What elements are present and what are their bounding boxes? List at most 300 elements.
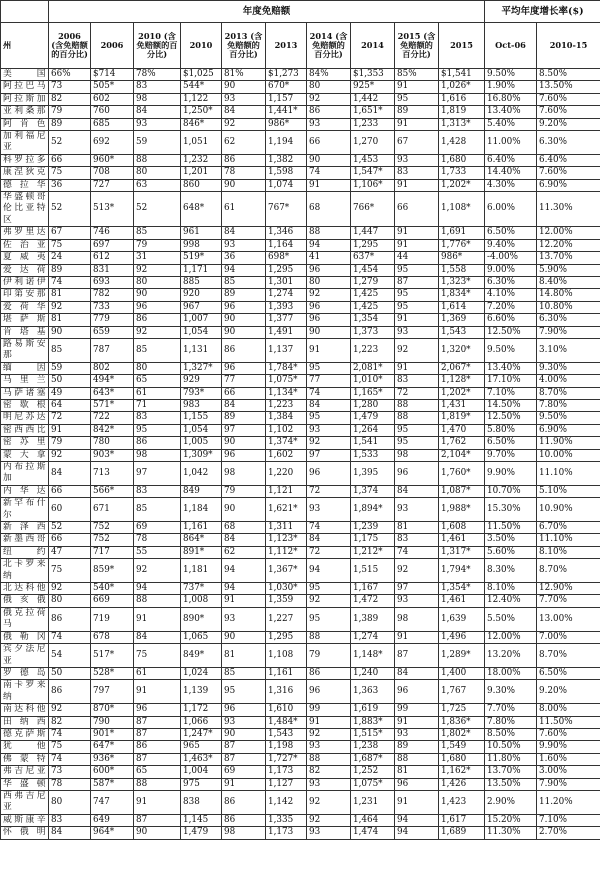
- value-cell: 88: [307, 227, 351, 239]
- value-cell: 1,223: [266, 399, 307, 411]
- value-cell: 83: [395, 375, 439, 387]
- value-cell: 6.30%: [537, 314, 600, 326]
- value-cell: 6.30%: [485, 276, 537, 288]
- value-cell: 83: [134, 412, 181, 424]
- value-cell: 95: [134, 424, 181, 436]
- value-cell: 77: [222, 375, 266, 387]
- value-cell: 1,558: [439, 264, 485, 276]
- value-cell: 3.50%: [485, 534, 537, 546]
- value-cell: 925*: [351, 81, 395, 93]
- value-cell: 80: [134, 167, 181, 179]
- value-cell: 7.60%: [537, 93, 600, 105]
- state-cell: 爱荷华: [1, 301, 49, 313]
- value-cell: 8.50%: [537, 69, 600, 81]
- state-cell: 美国: [1, 69, 49, 81]
- value-cell: 84: [134, 106, 181, 118]
- value-cell: 84: [307, 399, 351, 411]
- value-cell: 94: [307, 559, 351, 583]
- value-cell: 779: [91, 314, 134, 326]
- value-cell: 96: [222, 362, 266, 374]
- value-cell: 752: [91, 534, 134, 546]
- state-cell: 明尼苏达: [1, 412, 49, 424]
- state-cell: 南达科他: [1, 704, 49, 716]
- value-cell: 519*: [181, 252, 222, 264]
- value-cell: 1,894*: [351, 498, 395, 522]
- value-cell: 1,335: [266, 814, 307, 826]
- value-cell: 831: [91, 264, 134, 276]
- value-cell: 998: [181, 239, 222, 251]
- value-cell: 13.00%: [537, 607, 600, 631]
- value-cell: 17.10%: [485, 375, 537, 387]
- col-2006: 2006: [91, 23, 134, 69]
- state-cell: 佐治亚: [1, 239, 49, 251]
- value-cell: 90: [222, 498, 266, 522]
- table-row: [1, 326, 600, 338]
- value-cell: 91: [395, 118, 439, 130]
- value-cell: 41: [307, 252, 351, 264]
- value-cell: 737*: [181, 583, 222, 595]
- value-cell: 92: [49, 704, 91, 716]
- value-cell: 9.90%: [485, 462, 537, 486]
- value-cell: 1,454: [351, 264, 395, 276]
- value-cell: 1,393: [266, 301, 307, 313]
- value-cell: 1,198: [266, 741, 307, 753]
- table-row: [1, 790, 600, 814]
- value-cell: 1,479: [181, 827, 222, 839]
- value-cell: 1,369: [439, 314, 485, 326]
- value-cell: 86: [307, 667, 351, 679]
- value-cell: 82: [49, 716, 91, 728]
- value-cell: 1,167: [351, 583, 395, 595]
- value-cell: 78: [49, 778, 91, 790]
- value-cell: 1,157: [266, 93, 307, 105]
- value-cell: 9.50%: [537, 412, 600, 424]
- value-cell: 10.00%: [537, 449, 600, 461]
- value-cell: 719: [91, 607, 134, 631]
- value-cell: 86: [222, 154, 266, 166]
- col-2014-pct: 2014 (含免赔额的百分比): [307, 23, 351, 69]
- value-cell: 1,270: [351, 131, 395, 155]
- value-cell: 1,461: [439, 534, 485, 546]
- value-cell: 91: [395, 716, 439, 728]
- table-row: [1, 704, 600, 716]
- value-cell: 88: [307, 753, 351, 765]
- value-cell: 602: [91, 93, 134, 105]
- value-cell: 1,374: [351, 485, 395, 497]
- value-cell: 8.10%: [485, 583, 537, 595]
- value-cell: 802: [91, 362, 134, 374]
- value-cell: 88: [395, 412, 439, 424]
- value-cell: 85: [134, 338, 181, 362]
- value-cell: 1,280: [351, 399, 395, 411]
- value-cell: 692: [91, 131, 134, 155]
- value-cell: 8.40%: [537, 276, 600, 288]
- col-2014: 2014: [351, 23, 395, 69]
- value-cell: 1,602: [266, 449, 307, 461]
- value-cell: 54: [49, 644, 91, 668]
- value-cell: 72: [307, 546, 351, 558]
- value-cell: 84: [49, 827, 91, 839]
- value-cell: 96: [307, 314, 351, 326]
- value-cell: 1,760*: [439, 462, 485, 486]
- value-cell: 88: [134, 154, 181, 166]
- value-cell: 80: [307, 81, 351, 93]
- value-cell: 24: [49, 252, 91, 264]
- value-cell: 571*: [91, 399, 134, 411]
- value-cell: 95: [307, 412, 351, 424]
- value-cell: 91: [134, 607, 181, 631]
- value-cell: 66: [49, 485, 91, 497]
- col-2010: 2010: [181, 23, 222, 69]
- table-row: [1, 387, 600, 399]
- value-cell: 89: [49, 264, 91, 276]
- value-cell: 1,075*: [351, 778, 395, 790]
- state-cell: 新罕布什尔: [1, 498, 49, 522]
- table-row: [1, 412, 600, 424]
- value-cell: 52: [49, 131, 91, 155]
- value-cell: 1,010*: [351, 375, 395, 387]
- col-2013-pct: 2013 (含免赔额的百分比): [222, 23, 266, 69]
- value-cell: 1,274: [351, 631, 395, 643]
- table-row: [1, 498, 600, 522]
- value-cell: 1,767: [439, 680, 485, 704]
- value-cell: 1,359: [266, 595, 307, 607]
- value-cell: 6.90%: [537, 179, 600, 191]
- value-cell: 94: [222, 264, 266, 276]
- state-cell: 印第安那: [1, 289, 49, 301]
- value-cell: 74: [307, 167, 351, 179]
- value-cell: 88: [134, 595, 181, 607]
- value-cell: 1,687*: [351, 753, 395, 765]
- value-cell: 11.90%: [537, 437, 600, 449]
- value-cell: 49: [49, 387, 91, 399]
- value-cell: 86: [134, 741, 181, 753]
- value-cell: 93: [222, 239, 266, 251]
- value-cell: 91: [395, 790, 439, 814]
- value-cell: 85: [49, 338, 91, 362]
- value-cell: 746: [91, 227, 134, 239]
- table-row: [1, 154, 600, 166]
- value-cell: 1,252: [351, 766, 395, 778]
- value-cell: 9.90%: [537, 741, 600, 753]
- value-cell: 90: [222, 179, 266, 191]
- value-cell: 50: [49, 667, 91, 679]
- value-cell: 1,621*: [266, 498, 307, 522]
- value-cell: 1,106*: [351, 179, 395, 191]
- value-cell: 1,549: [439, 741, 485, 753]
- value-cell: 84: [134, 631, 181, 643]
- value-cell: 79: [307, 644, 351, 668]
- value-cell: 1,175: [351, 534, 395, 546]
- value-cell: 77: [307, 375, 351, 387]
- value-cell: 97: [222, 424, 266, 436]
- state-cell: 南卡罗来纳: [1, 680, 49, 704]
- value-cell: 75: [49, 239, 91, 251]
- value-cell: 1,543: [439, 326, 485, 338]
- value-cell: 5.80%: [485, 424, 537, 436]
- value-cell: 1,533: [351, 449, 395, 461]
- value-cell: 1,382: [266, 154, 307, 166]
- value-cell: 1,598: [266, 167, 307, 179]
- value-cell: 91: [307, 179, 351, 191]
- table-row: [1, 753, 600, 765]
- value-cell: 90: [222, 728, 266, 740]
- value-cell: 66%: [49, 69, 91, 81]
- value-cell: 540*: [91, 583, 134, 595]
- value-cell: 1,327*: [181, 362, 222, 374]
- value-cell: 83: [395, 534, 439, 546]
- state-cell: 德克萨斯: [1, 728, 49, 740]
- table-row: [1, 118, 600, 130]
- value-cell: 1,295: [266, 631, 307, 643]
- value-cell: 93: [395, 326, 439, 338]
- value-cell: 6.00%: [485, 192, 537, 227]
- value-cell: 92: [49, 301, 91, 313]
- value-cell: $714: [91, 69, 134, 81]
- value-cell: 1,317*: [439, 546, 485, 558]
- value-cell: 9.20%: [537, 680, 600, 704]
- table-row: [1, 546, 600, 558]
- value-cell: 93: [307, 118, 351, 130]
- value-cell: 36: [49, 179, 91, 191]
- value-cell: 929: [181, 375, 222, 387]
- value-cell: 1,121: [266, 485, 307, 497]
- value-cell: 1,074: [266, 179, 307, 191]
- value-cell: 84: [395, 485, 439, 497]
- value-cell: 1,651*: [351, 106, 395, 118]
- table-row: [1, 559, 600, 583]
- value-cell: 1,194: [266, 131, 307, 155]
- value-cell: 92: [134, 559, 181, 583]
- value-cell: 7.70%: [537, 595, 600, 607]
- value-cell: 760: [91, 106, 134, 118]
- value-cell: 1,515*: [351, 728, 395, 740]
- value-cell: 93: [307, 498, 351, 522]
- value-cell: 11.30%: [537, 192, 600, 227]
- value-cell: 74: [49, 753, 91, 765]
- value-cell: 66: [222, 387, 266, 399]
- table-row: [1, 192, 600, 227]
- value-cell: 685: [91, 118, 134, 130]
- value-cell: 1,238: [351, 741, 395, 753]
- value-cell: 94: [222, 583, 266, 595]
- value-cell: $1,273: [266, 69, 307, 81]
- value-cell: 6.50%: [537, 667, 600, 679]
- value-cell: 9.70%: [485, 449, 537, 461]
- value-cell: 1,733: [439, 167, 485, 179]
- value-cell: 1,425: [351, 301, 395, 313]
- value-cell: 87: [395, 644, 439, 668]
- value-cell: 44: [395, 252, 439, 264]
- value-cell: 1,066: [181, 716, 222, 728]
- value-cell: 13.50%: [537, 81, 600, 93]
- value-cell: 1,346: [266, 227, 307, 239]
- value-cell: 7.00%: [537, 631, 600, 643]
- table-row: [1, 252, 600, 264]
- table-row: [1, 741, 600, 753]
- value-cell: 1,108: [266, 644, 307, 668]
- value-cell: 1,313*: [439, 118, 485, 130]
- value-cell: 81: [49, 314, 91, 326]
- table-row: [1, 766, 600, 778]
- value-cell: 92: [307, 814, 351, 826]
- value-cell: 659: [91, 326, 134, 338]
- value-cell: 12.90%: [537, 583, 600, 595]
- value-cell: 86: [134, 314, 181, 326]
- value-cell: 1,148*: [351, 644, 395, 668]
- value-cell: 1,128*: [439, 375, 485, 387]
- value-cell: 1,689: [439, 827, 485, 839]
- value-cell: 1,836*: [439, 716, 485, 728]
- value-cell: 1,171: [181, 264, 222, 276]
- value-cell: 890*: [181, 607, 222, 631]
- state-cell: 德拉华: [1, 179, 49, 191]
- value-cell: 87: [134, 753, 181, 765]
- value-cell: 62: [222, 131, 266, 155]
- value-cell: 1,425: [351, 289, 395, 301]
- value-cell: 1,295: [351, 239, 395, 251]
- state-cell: 爱达荷: [1, 264, 49, 276]
- value-cell: 73: [49, 766, 91, 778]
- value-cell: 648*: [181, 192, 222, 227]
- table-row: [1, 69, 600, 81]
- value-cell: 1,354: [351, 314, 395, 326]
- value-cell: 566*: [91, 485, 134, 497]
- value-cell: 95: [307, 362, 351, 374]
- state-cell: 田纳西: [1, 716, 49, 728]
- table-row: [1, 264, 600, 276]
- value-cell: 87: [134, 716, 181, 728]
- value-cell: 793*: [181, 387, 222, 399]
- state-cell: 威斯康辛: [1, 814, 49, 826]
- state-cell: 密苏里: [1, 437, 49, 449]
- value-cell: 1,042: [181, 462, 222, 486]
- value-cell: 78: [222, 167, 266, 179]
- table-row: [1, 449, 600, 461]
- value-cell: 1,165*: [351, 387, 395, 399]
- value-cell: 80: [134, 276, 181, 288]
- value-cell: 5.90%: [537, 264, 600, 276]
- value-cell: 96: [222, 301, 266, 313]
- value-cell: 94: [395, 827, 439, 839]
- value-cell: 870*: [91, 704, 134, 716]
- value-cell: 1,373: [351, 326, 395, 338]
- value-cell: 1,250*: [181, 106, 222, 118]
- value-cell: 72: [307, 485, 351, 497]
- value-cell: 1,484*: [266, 716, 307, 728]
- value-cell: 1,374*: [266, 437, 307, 449]
- value-cell: 64: [49, 399, 91, 411]
- value-cell: 88: [134, 778, 181, 790]
- value-cell: 885: [181, 276, 222, 288]
- value-cell: 2.90%: [485, 790, 537, 814]
- value-cell: 8.70%: [537, 644, 600, 668]
- value-cell: 65: [134, 766, 181, 778]
- value-cell: 11.30%: [485, 827, 537, 839]
- value-cell: 95: [395, 424, 439, 436]
- value-cell: 1,024: [181, 667, 222, 679]
- value-cell: 961: [181, 227, 222, 239]
- table-row: [1, 728, 600, 740]
- value-cell: 63: [134, 179, 181, 191]
- value-cell: 91: [307, 716, 351, 728]
- value-cell: 8.30%: [485, 559, 537, 583]
- value-cell: 14.40%: [485, 167, 537, 179]
- value-cell: 84: [49, 462, 91, 486]
- value-cell: 96: [395, 778, 439, 790]
- value-cell: 1,112*: [266, 546, 307, 558]
- value-cell: 1,691: [439, 227, 485, 239]
- value-cell: 86: [307, 106, 351, 118]
- value-cell: 95: [222, 680, 266, 704]
- value-cell: 61: [134, 667, 181, 679]
- state-cell: 怀俄明: [1, 827, 49, 839]
- value-cell: 1,377: [266, 314, 307, 326]
- state-cell: 密歇根: [1, 399, 49, 411]
- value-cell: 1,619: [351, 704, 395, 716]
- value-cell: 7.60%: [537, 106, 600, 118]
- value-cell: 1,547*: [351, 167, 395, 179]
- value-cell: 7.90%: [537, 326, 600, 338]
- value-cell: 9.20%: [537, 118, 600, 130]
- value-cell: 9.40%: [485, 239, 537, 251]
- value-cell: 671: [91, 498, 134, 522]
- value-cell: 92: [395, 338, 439, 362]
- value-cell: 975: [181, 778, 222, 790]
- value-cell: 91: [134, 790, 181, 814]
- value-cell: 964*: [91, 827, 134, 839]
- table-row: [1, 167, 600, 179]
- value-cell: 1,819: [439, 106, 485, 118]
- value-cell: 1,004: [181, 766, 222, 778]
- col-2013: 2013: [266, 23, 307, 69]
- value-cell: 1,883*: [351, 716, 395, 728]
- value-cell: 11.50%: [537, 716, 600, 728]
- value-cell: 95: [395, 264, 439, 276]
- value-cell: 1,617: [439, 814, 485, 826]
- value-cell: 1,367*: [266, 559, 307, 583]
- value-cell: $1,025: [181, 69, 222, 81]
- state-cell: 科罗拉多: [1, 154, 49, 166]
- value-cell: 965: [181, 741, 222, 753]
- state-cell: 伊利诺伊: [1, 276, 49, 288]
- value-cell: 69: [222, 766, 266, 778]
- value-cell: 11.10%: [537, 462, 600, 486]
- value-cell: 10.70%: [485, 485, 537, 497]
- value-cell: 92: [134, 326, 181, 338]
- value-cell: 3.00%: [537, 766, 600, 778]
- value-cell: 838: [181, 790, 222, 814]
- value-cell: 81%: [222, 69, 266, 81]
- value-cell: 8.50%: [485, 728, 537, 740]
- value-cell: 52: [49, 192, 91, 227]
- value-cell: 97: [395, 583, 439, 595]
- value-cell: 91: [395, 631, 439, 643]
- value-cell: 84: [222, 399, 266, 411]
- value-cell: 8.10%: [537, 546, 600, 558]
- value-cell: 1,123*: [266, 534, 307, 546]
- value-cell: 66: [49, 534, 91, 546]
- value-cell: 73: [49, 81, 91, 93]
- value-cell: 16.80%: [485, 93, 537, 105]
- value-cell: 12.00%: [537, 227, 600, 239]
- value-cell: 86: [134, 437, 181, 449]
- value-cell: 1,608: [439, 522, 485, 534]
- value-cell: 678: [91, 631, 134, 643]
- value-cell: 79: [49, 106, 91, 118]
- state-cell: 罗德岛: [1, 667, 49, 679]
- value-cell: 1,274: [266, 289, 307, 301]
